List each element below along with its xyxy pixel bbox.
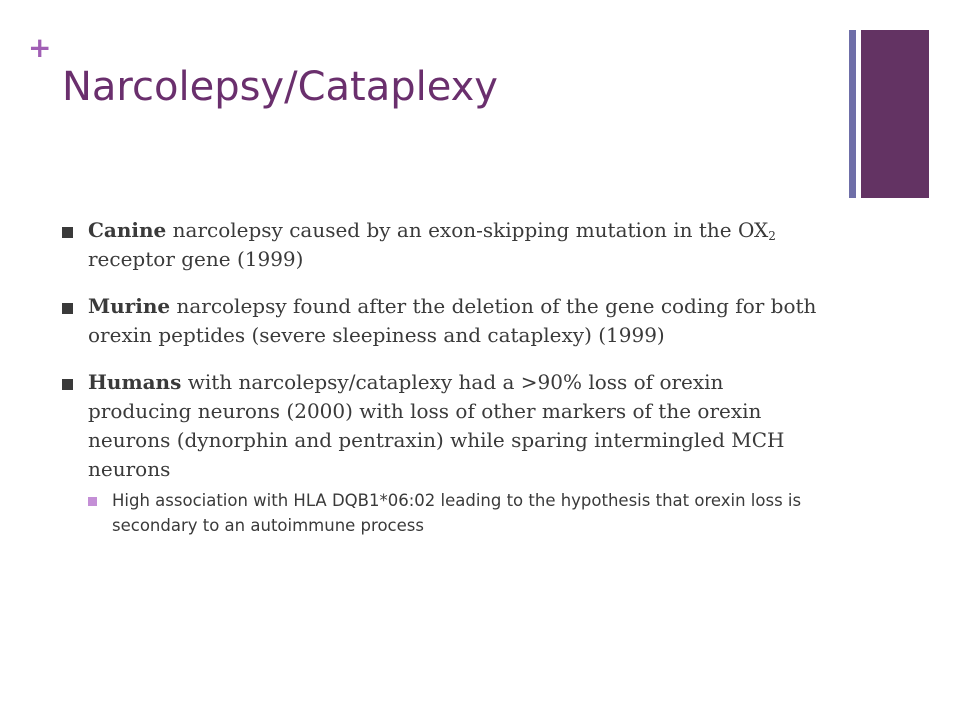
slide-title: Narcolepsy/Cataplexy xyxy=(62,64,498,110)
square-bullet-icon xyxy=(62,303,73,314)
bullet-canine xyxy=(62,216,832,274)
bullet-humans xyxy=(62,368,832,484)
bullet-subscript: 2 xyxy=(768,229,776,243)
bullet-text-continued: receptor gene (1999) xyxy=(88,247,304,271)
bullet-text: with narcolepsy/cataplexy had a >90% loss of orexin producing neurons (2000) with loss of other markers of the orexin neurons (dynorphin and pentraxin) while sparing intermingled MCH neurons xyxy=(88,370,785,481)
sub-bullet-hla xyxy=(88,488,832,538)
bullet-bold-term: Murine xyxy=(88,294,171,318)
bullet-text: narcolepsy caused by an exon-skipping mutation in the OX xyxy=(166,218,769,242)
plus-icon: + xyxy=(28,31,52,64)
square-bullet-icon xyxy=(62,379,73,390)
bullet-bold-term: Canine xyxy=(88,218,167,242)
square-bullet-icon xyxy=(62,227,73,238)
bullet-text: narcolepsy found after the deletion of the gene coding for both orexin peptides (severe sleepiness and cataplexy) (1999) xyxy=(88,294,817,347)
square-sub-bullet-icon xyxy=(88,497,97,506)
decorative-bar-thin xyxy=(849,30,856,198)
bullet-bold-term: Humans xyxy=(88,370,182,394)
slide-content xyxy=(62,216,832,538)
bullet-murine xyxy=(62,292,832,350)
sub-bullet-text: High association with HLA DQB1*06:02 leading to the hypothesis that orexin loss is secondary to an autoimmune process xyxy=(112,491,802,535)
decorative-bar-thick xyxy=(861,30,929,198)
